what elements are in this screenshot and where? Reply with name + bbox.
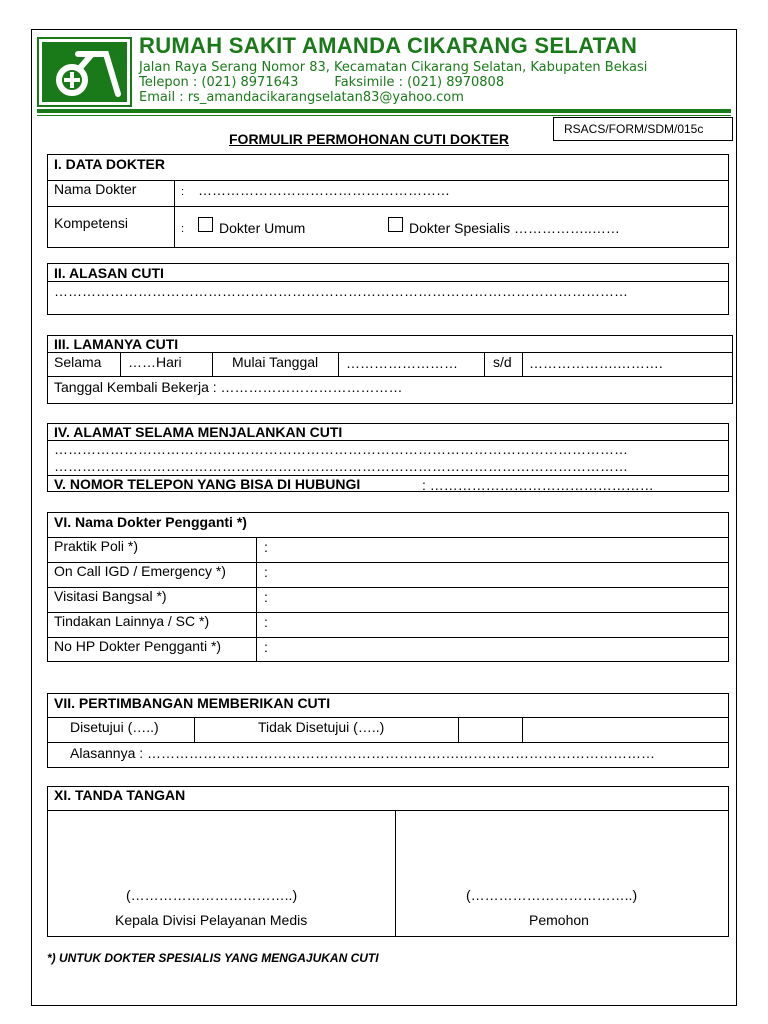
- col-divider: [395, 810, 396, 936]
- mulai-tanggal-field[interactable]: ……………………: [346, 355, 458, 371]
- kepala-divisi-label: Kepala Divisi Pelayanan Medis: [115, 912, 308, 928]
- hospital-phone: Telepon : (021) 8971643: [139, 75, 299, 90]
- hospital-name: RUMAH SAKIT AMANDA CIKARANG SELATAN: [139, 33, 638, 58]
- col-divider: [338, 352, 339, 376]
- section-title: III. LAMANYA CUTI: [54, 336, 179, 352]
- header-divider: [37, 109, 731, 113]
- col-divider: [212, 352, 213, 376]
- col-divider: [256, 537, 257, 661]
- nama-dokter-field[interactable]: ………………………………………………: [198, 182, 450, 198]
- section-title: IV. ALAMAT SELAMA MENJALANKAN CUTI: [54, 424, 343, 440]
- pengganti-row-label: No HP Dokter Pengganti *): [54, 638, 222, 654]
- row-divider: [48, 742, 728, 743]
- row-divider: [48, 810, 728, 811]
- col-divider: [484, 352, 485, 376]
- col-divider: [194, 717, 195, 742]
- pengganti-row-label: Praktik Poli *): [54, 538, 139, 554]
- form-title: FORMULIR PERMOHONAN CUTI DOKTER: [229, 131, 509, 147]
- section-lamanya-cuti: [47, 335, 733, 404]
- section-data-dokter: [47, 154, 729, 248]
- nomor-telepon-label: V. NOMOR TELEPON YANG BISA DI HUBUNGI: [54, 476, 361, 492]
- nomor-telepon-field[interactable]: : …………………………………………: [422, 477, 654, 493]
- alamat-line-1[interactable]: ……………………………………………………………………………………………………………: [54, 441, 628, 457]
- hospital-email: Email : rs_amandacikarangselatan83@yahoo.com: [139, 90, 464, 105]
- col-divider: [174, 180, 175, 247]
- signature-line-pemohon[interactable]: (……………………………..): [466, 887, 638, 903]
- col-divider: [120, 352, 121, 376]
- section-tanda-tangan: [47, 786, 729, 937]
- pengganti-row-field[interactable]: :: [264, 639, 268, 655]
- row-divider: [48, 206, 728, 207]
- pengganti-row-field[interactable]: :: [264, 614, 268, 630]
- row-divider: [48, 281, 728, 282]
- kompetensi-label: Kompetensi: [54, 215, 128, 231]
- col-divider: [522, 717, 523, 742]
- col-divider: [458, 717, 459, 742]
- signature-line-kepala[interactable]: (……………………………..): [126, 887, 298, 903]
- colon: :: [181, 223, 185, 235]
- row-divider: [48, 352, 732, 353]
- selama-label: Selama: [54, 354, 102, 370]
- section-dokter-pengganti: [47, 512, 729, 662]
- hospital-address: Jalan Raya Serang Nomor 83, Kecamatan Cikarang Selatan, Kabupaten Bekasi: [139, 60, 648, 75]
- dokter-spesialis-checkbox[interactable]: [388, 217, 403, 232]
- tidak-disetujui-option[interactable]: Tidak Disetujui (…..): [258, 719, 385, 735]
- pengganti-row-field[interactable]: :: [264, 589, 268, 605]
- dokter-umum-label: Dokter Umum: [219, 220, 306, 236]
- section-alasan-cuti: [47, 263, 729, 315]
- alamat-line-2[interactable]: ……………………………………………………………………………………………………………: [54, 458, 628, 474]
- form-code: RSACS/FORM/SDM/015c: [553, 117, 733, 141]
- alasan-field[interactable]: Alasannya : ………………………………………………………….……………………………………: [70, 745, 655, 761]
- row-divider: [48, 717, 728, 718]
- hospital-fax: Faksimile : (021) 8970808: [334, 75, 505, 90]
- hospital-contact: [139, 75, 504, 90]
- tanggal-kembali-field[interactable]: Tanggal Kembali Bekerja : …………………………………: [54, 379, 403, 395]
- row-divider: [48, 180, 728, 181]
- pengganti-row-label: Visitasi Bangsal *): [54, 588, 167, 604]
- section-alamat-cuti: [47, 423, 729, 492]
- section-title: XI. TANDA TANGAN: [54, 787, 186, 803]
- dokter-umum-checkbox[interactable]: [198, 217, 213, 232]
- sd-label: s/d: [493, 354, 512, 370]
- col-divider: [522, 352, 523, 376]
- hospital-logo-icon: [42, 42, 127, 102]
- section-title: I. DATA DOKTER: [54, 156, 165, 172]
- pemohon-label: Pemohon: [529, 912, 589, 928]
- footnote: *) UNTUK DOKTER SPESIALIS YANG MENGAJUKAN CUTI: [47, 951, 379, 965]
- row-divider: [48, 537, 728, 538]
- hospital-logo: [37, 37, 132, 107]
- pengganti-row-field[interactable]: :: [264, 564, 268, 580]
- section-title: VI. Nama Dokter Pengganti *): [54, 514, 247, 530]
- pengganti-row-label: Tindakan Lainnya / SC *): [54, 613, 210, 629]
- pengganti-row-label: On Call IGD / Emergency *): [54, 563, 226, 579]
- nama-dokter-label: Nama Dokter: [54, 181, 137, 197]
- mulai-tanggal-label: Mulai Tanggal: [232, 354, 319, 370]
- alasan-cuti-field[interactable]: ……………………………………………………………………………………………………………: [54, 283, 628, 299]
- section-pertimbangan: [47, 693, 729, 768]
- jumlah-hari-field[interactable]: ……Hari: [128, 354, 182, 370]
- dokter-spesialis-label: Dokter Spesialis ……………..……: [409, 220, 620, 236]
- section-title: II. ALASAN CUTI: [54, 265, 164, 281]
- disetujui-option[interactable]: Disetujui (…..): [70, 719, 159, 735]
- header-divider-thin: [37, 115, 731, 116]
- row-divider: [48, 376, 732, 377]
- sampai-tanggal-field[interactable]: ……………….……….: [529, 355, 663, 371]
- section-title: VII. PERTIMBANGAN MEMBERIKAN CUTI: [54, 695, 331, 711]
- colon: :: [181, 186, 185, 198]
- pengganti-row-field[interactable]: :: [264, 539, 268, 555]
